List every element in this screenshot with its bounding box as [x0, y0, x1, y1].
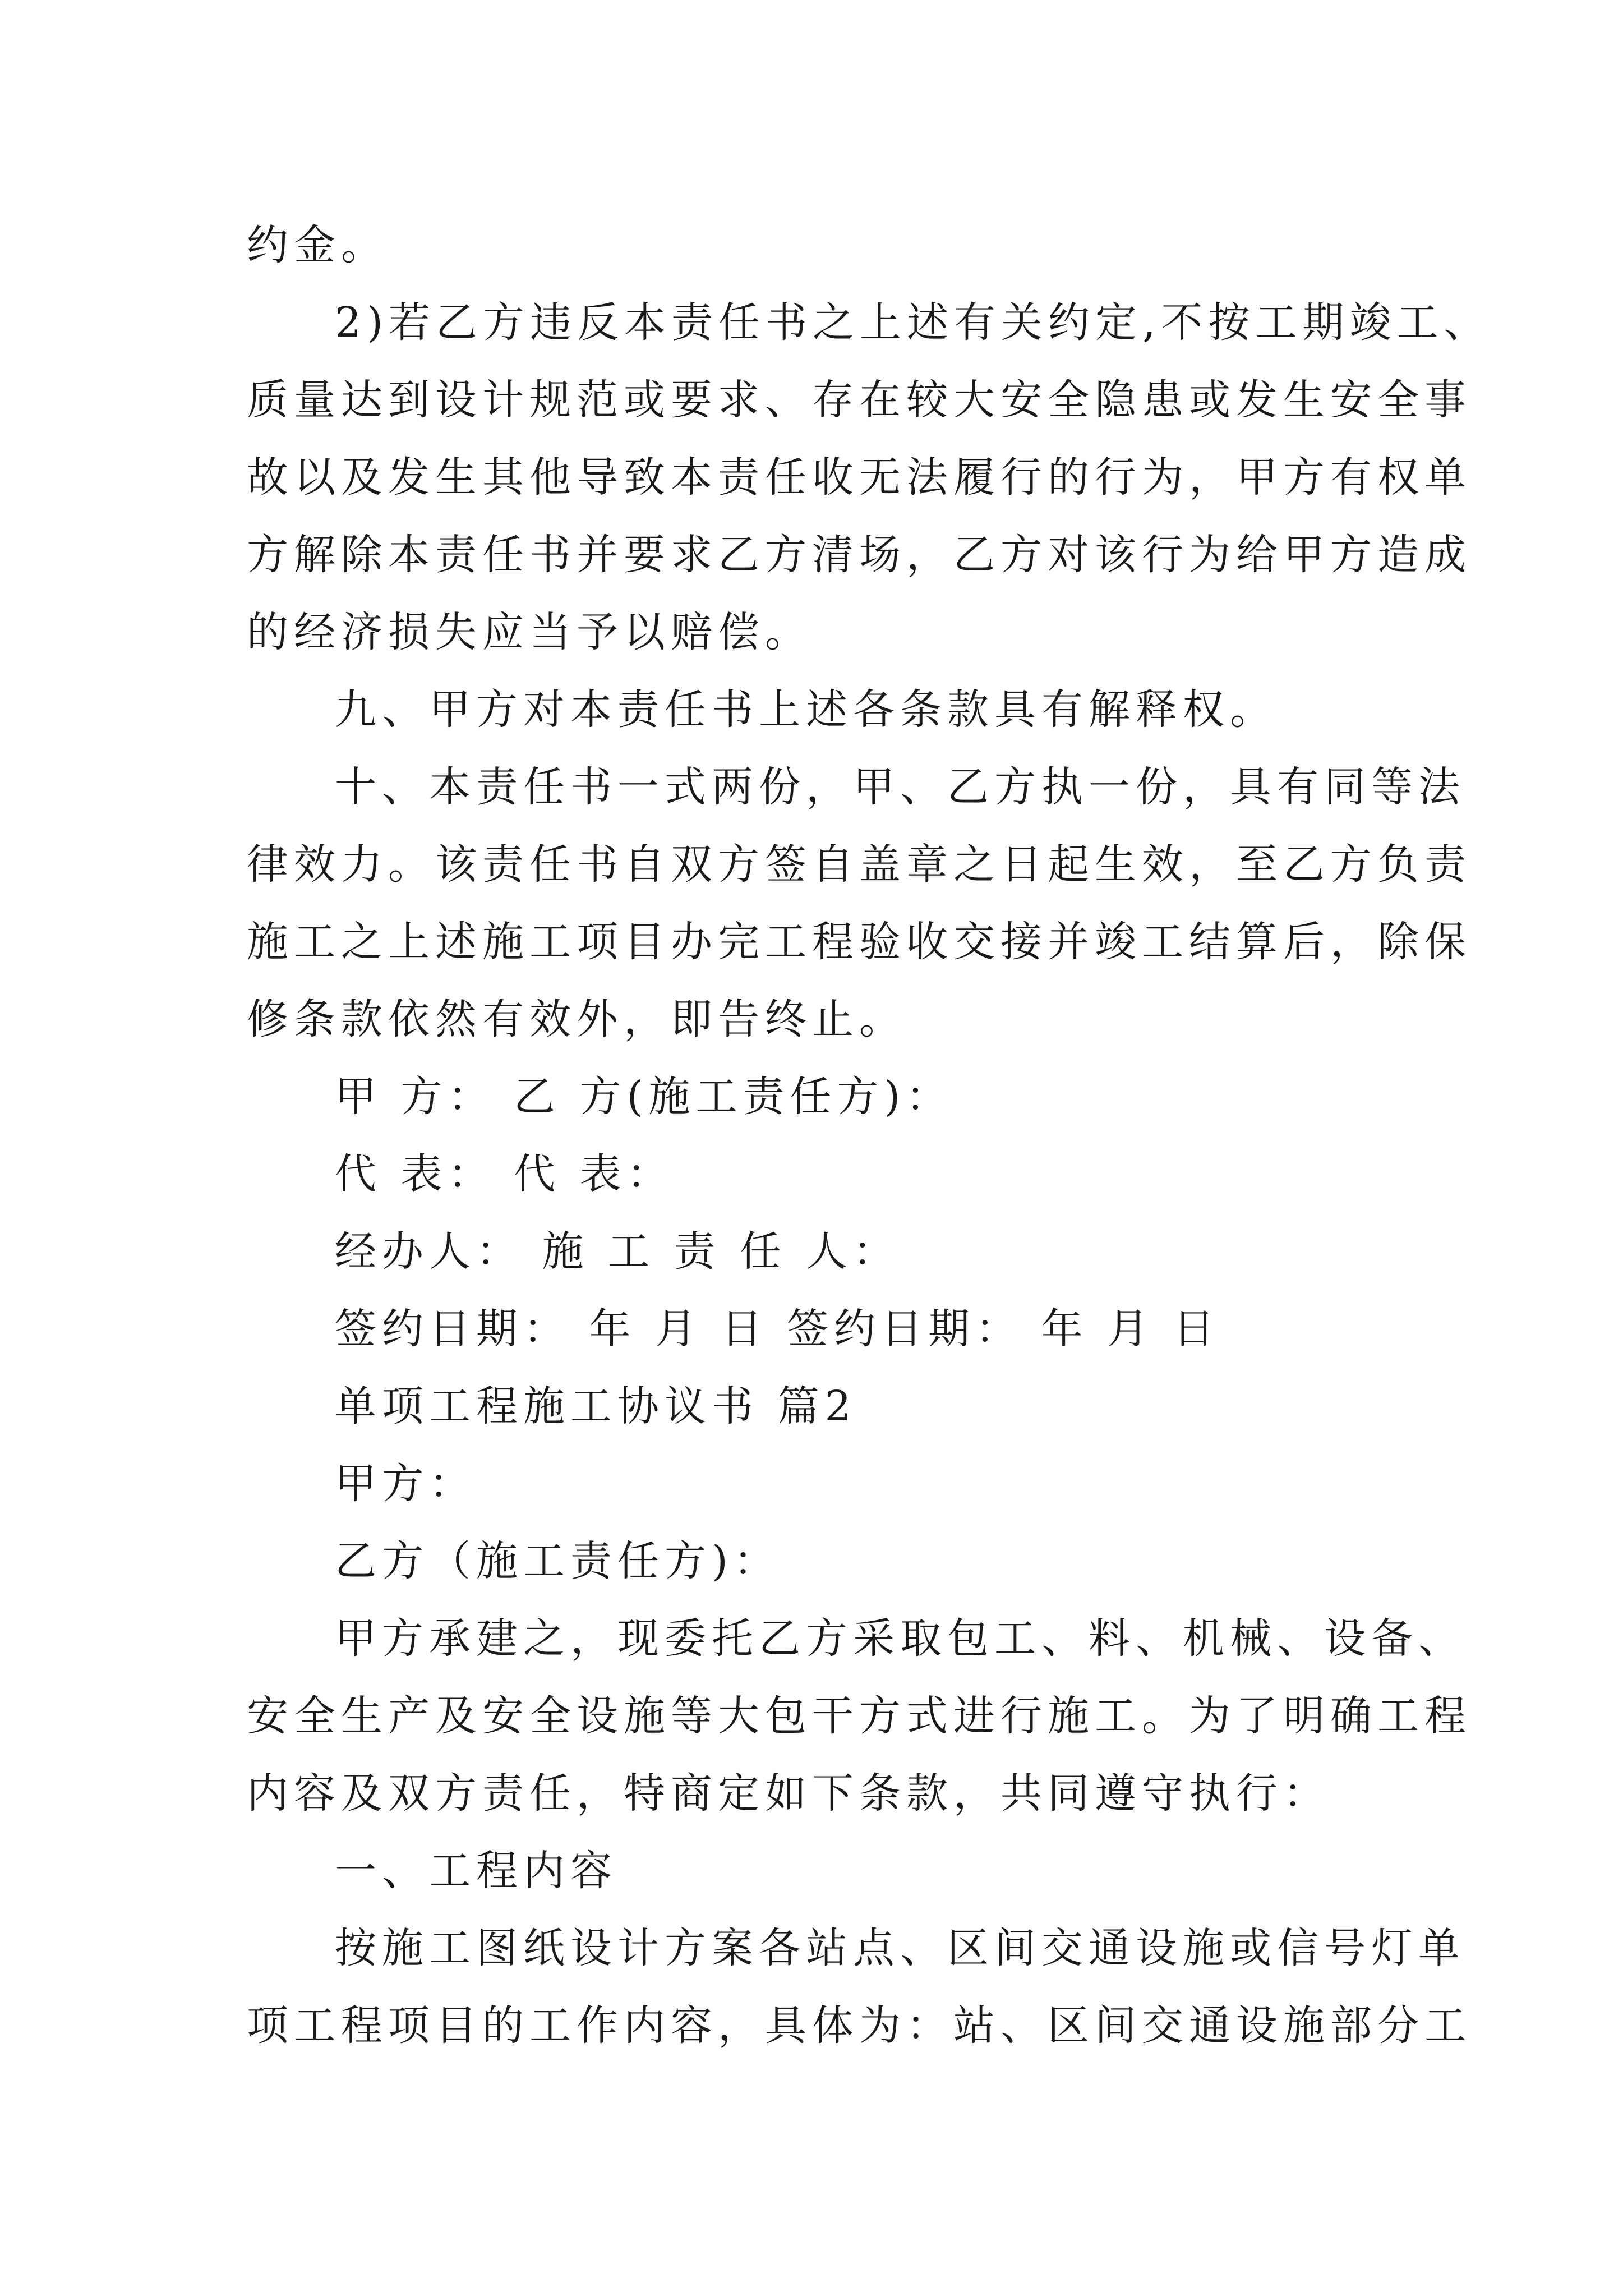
text-line: 施工之上述施工项目办完工程验收交接并竣工结算后，除保: [247, 918, 1472, 966]
text-line: 九、甲方对本责任书上述各条款具有解释权。: [335, 685, 1277, 734]
signature-date-line: 签约日期： 年 月 日 签约日期： 年 月 日: [335, 1305, 1220, 1353]
text-line: 安全生产及安全设施等大包干方式进行施工。为了明确工程: [247, 1692, 1472, 1740]
text-line: 质量达到设计规范或要求、存在较大安全隐患或发生安全事: [247, 376, 1472, 424]
text-line: 甲方承建之，现委托乙方采取包工、料、机械、设备、: [335, 1614, 1465, 1663]
section-heading: 单项工程施工协议书 篇2: [335, 1382, 857, 1430]
text-line: 约金。: [247, 221, 388, 269]
signature-handler-line: 经办人： 施 工 责 任 人：: [335, 1227, 900, 1276]
text-line: 项工程项目的工作内容，具体为：站、区间交通设施部分工: [247, 2001, 1472, 2050]
text-line: 2)若乙方违反本责任书之上述有关约定,不按工期竣工、: [335, 298, 1491, 347]
text-line: 方解除本责任书并要求乙方清场，乙方对该行为给甲方造成: [247, 531, 1472, 579]
text-line: 修条款依然有效外，即告终止。: [247, 995, 906, 1043]
signature-party-line: 甲 方： 乙 方(施工责任方)：: [335, 1073, 953, 1121]
party-a-label: 甲方：: [335, 1460, 476, 1508]
clause-heading: 一、工程内容: [335, 1847, 617, 1895]
party-b-label: 乙方（施工责任方)：: [335, 1537, 781, 1585]
text-line: 故以及发生其他导致本责任收无法履行的行为，甲方有权单: [247, 453, 1472, 501]
text-line: 十、本责任书一式两份，甲、乙方执一份，具有同等法: [335, 763, 1465, 811]
text-line: 按施工图纸设计方案各站点、区间交通设施或信号灯单: [335, 1924, 1465, 1972]
text-line: 的经济损失应当予以赔偿。: [247, 608, 812, 656]
signature-representative-line: 代 表： 代 表：: [335, 1150, 674, 1198]
text-line: 律效力。该责任书自双方签自盖章之日起生效，至乙方负责: [247, 840, 1472, 889]
text-line: 内容及双方责任，特商定如下条款，共同遵守执行：: [247, 1769, 1330, 1818]
